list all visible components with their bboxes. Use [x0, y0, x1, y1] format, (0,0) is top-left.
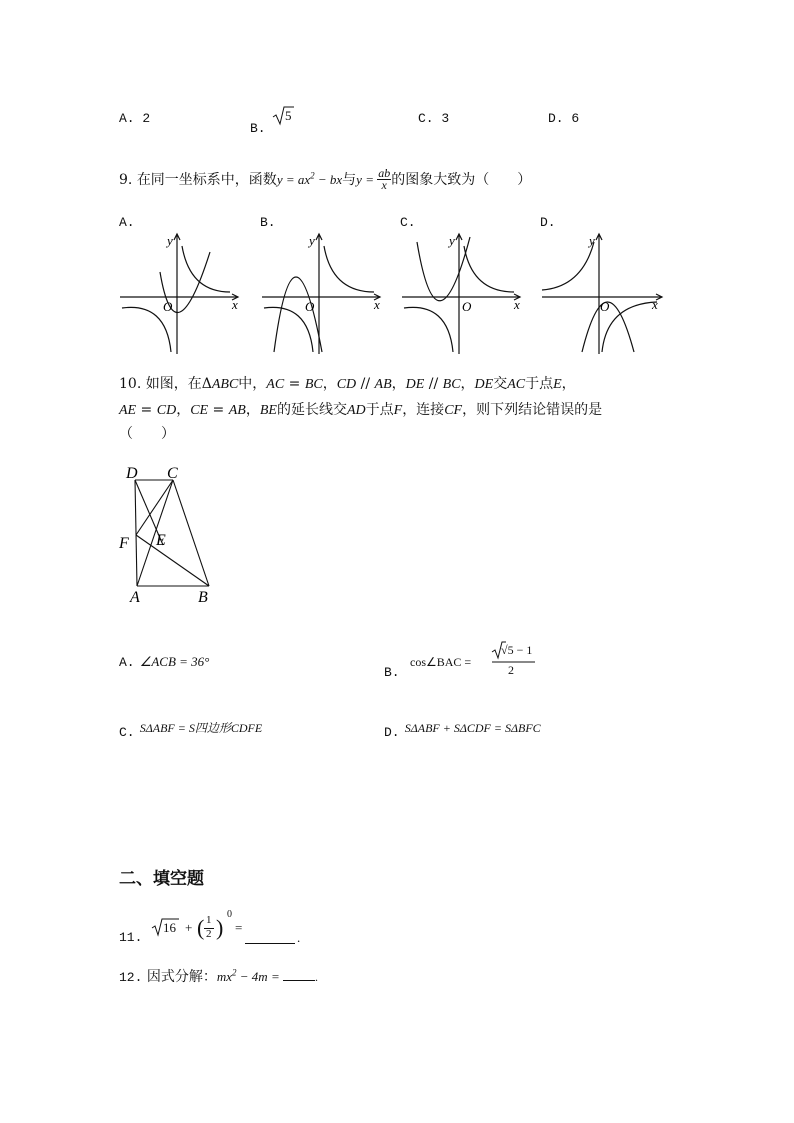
question-number: 11. — [119, 930, 143, 945]
segment-cb — [173, 480, 209, 586]
option-expr-prefix: cos∠BAC = — [410, 655, 472, 669]
period: . — [314, 970, 318, 984]
math-symbol: AC — [507, 377, 526, 392]
math-symbol: DE — [405, 377, 425, 392]
func2: y = $\frac{ab}{x}$ — [356, 165, 391, 192]
question-number: 10. — [119, 376, 142, 392]
q10-figure — [115, 460, 225, 610]
parabola — [274, 277, 322, 352]
q10-option-a[interactable] — [119, 651, 209, 670]
math-symbol: DE — [474, 377, 494, 392]
option-label: B. — [384, 665, 400, 680]
right-paren-icon: ) — [216, 915, 224, 940]
stem-segment: ， — [322, 376, 337, 392]
stem-segment: // — [356, 376, 375, 392]
math-symbol: CD — [156, 403, 177, 418]
left-paren-icon: ( — [197, 915, 205, 940]
stem-segment: 交 — [493, 376, 508, 392]
stem-segment: // — [424, 376, 443, 392]
parabola — [417, 237, 470, 301]
math-symbol: AC — [266, 377, 285, 392]
origin-label: O — [462, 299, 472, 314]
radicand: 16 — [163, 920, 176, 935]
point-e-label: E — [156, 532, 166, 549]
q9-graph-c — [402, 232, 522, 357]
point-d-label: D — [126, 465, 138, 482]
q9-graph-label-c[interactable]: C. — [400, 215, 416, 230]
period: . — [297, 930, 301, 945]
math-symbol: AE — [119, 403, 137, 418]
point-a-label: A — [130, 589, 140, 606]
q9-graph-label-b[interactable]: B. — [260, 215, 276, 230]
stem-segment: ，连接 — [402, 402, 445, 418]
stem-segment: 如图，在Δ — [145, 376, 212, 392]
x-label: x — [374, 297, 380, 312]
stem-text-b: 的图象大致为（ ） — [391, 172, 532, 188]
hyperbola-branch-1 — [542, 242, 594, 290]
q8-option-a[interactable]: A. 2 — [119, 111, 151, 126]
segment-fc — [136, 480, 173, 535]
q9-stem — [119, 165, 532, 193]
fraction-numerator: 1 — [206, 914, 212, 926]
stem-segment: ， — [391, 376, 406, 392]
question-number: 9. — [119, 172, 133, 188]
stem-segment: = — [284, 376, 305, 392]
hyperbola-branch-2 — [602, 302, 657, 352]
q10-stem-line2 — [119, 399, 602, 419]
origin-label: O — [305, 299, 315, 314]
hyperbola-branch-1 — [324, 246, 374, 292]
stem-segment: = — [208, 402, 229, 418]
stem-segment: ， — [176, 402, 191, 418]
y-label: y — [309, 233, 315, 248]
expr: $mx^2 - 4m$ = — [216, 967, 283, 984]
stem-segment: 于点 — [365, 402, 394, 418]
stem-text: 因式分解： — [146, 969, 217, 985]
math-symbol: BC — [442, 377, 461, 392]
answer-blank[interactable] — [245, 933, 295, 944]
option-label: B. — [250, 121, 266, 136]
radicand: 5 — [285, 108, 292, 123]
segment-fb — [136, 535, 209, 586]
stem-segment: 于点 — [525, 376, 554, 392]
y-label: y — [589, 233, 595, 248]
x-label: x — [232, 297, 238, 312]
stem-segment: ， — [245, 402, 260, 418]
y-label: y — [167, 233, 173, 248]
answer-blank[interactable] — [283, 968, 315, 981]
stem-segment: 中， — [238, 376, 267, 392]
stem-segment: ， — [460, 376, 475, 392]
hyperbola-branch-1 — [182, 246, 230, 292]
stem-line1-text — [146, 376, 576, 392]
hyperbola-branch-2 — [404, 307, 453, 352]
stem-line2-text — [119, 402, 602, 418]
fraction-numerator: √5 − 1 — [501, 643, 533, 657]
math-symbol: E — [553, 377, 562, 392]
q10-paren: （ ） — [119, 426, 175, 442]
math-symbol: F — [393, 403, 403, 418]
question-number: 12. — [119, 970, 143, 985]
section-heading: 二、填空题 — [119, 869, 204, 889]
math-symbol: AB — [374, 377, 392, 392]
hyperbola-branch-2 — [122, 307, 171, 352]
math-symbol: BC — [304, 377, 323, 392]
math-symbol: ABC — [211, 377, 239, 392]
q8-option-b[interactable] — [250, 105, 292, 136]
option-label: A. — [119, 655, 135, 670]
q10-option-d[interactable] — [384, 717, 541, 740]
stem-segment: = — [136, 402, 157, 418]
point-f-label: F — [119, 535, 129, 552]
stem-segment: ， — [561, 376, 576, 392]
option-expr: SΔABF = S四边形CDFE — [139, 721, 263, 735]
x-label: x — [514, 297, 520, 312]
option-expr: ∠ACB = 36° — [139, 654, 210, 669]
stem-segment: 的延长线交 — [276, 402, 347, 418]
stem-text: 在同一坐标系中，函数 — [136, 172, 277, 188]
option-label: C. — [119, 725, 135, 740]
point-c-label: C — [167, 465, 178, 482]
origin-label: O — [600, 299, 610, 314]
q10-option-c[interactable] — [119, 717, 263, 740]
exponent: 0 — [227, 909, 232, 920]
x-label: x — [652, 297, 658, 312]
func1: $y = ax^2$ − bx — [276, 170, 343, 187]
hyperbola-branch-2 — [264, 307, 313, 352]
q11 — [119, 909, 379, 951]
q9-graph-label-d[interactable]: D. — [540, 215, 556, 230]
point-b-label: B — [198, 589, 208, 606]
q8-option-d[interactable]: D. 6 — [548, 111, 580, 126]
math-symbol: CF — [444, 403, 463, 418]
stem-segment: ，则下列结论错误的是 — [462, 402, 603, 418]
q10-stem-line1 — [119, 373, 576, 393]
fraction-denominator: 2 — [508, 663, 514, 677]
q9-graph-a — [120, 232, 240, 357]
connector: 与 — [342, 172, 357, 188]
q9-graph-d — [542, 232, 667, 357]
option-label: D. — [384, 725, 400, 740]
math-symbol: AD — [346, 403, 366, 418]
y-label: y — [449, 233, 455, 248]
option-expr: SΔABF + SΔCDF = SΔBFC — [404, 721, 541, 735]
math-symbol: BE — [259, 403, 277, 418]
hyperbola-branch-1 — [464, 246, 514, 292]
q8-option-c[interactable]: C. 3 — [418, 111, 450, 126]
q9-graph-label-a[interactable]: A. — [119, 215, 135, 230]
q12 — [119, 966, 318, 986]
math-symbol: CE — [190, 403, 209, 418]
math-symbol: CD — [336, 377, 357, 392]
q9-graph-b — [262, 232, 382, 357]
origin-label: O — [163, 299, 173, 314]
plus-sign: + — [185, 920, 193, 935]
fraction-denominator: 2 — [206, 928, 212, 940]
equals-sign: = — [235, 920, 243, 935]
math-symbol: AB — [228, 403, 246, 418]
